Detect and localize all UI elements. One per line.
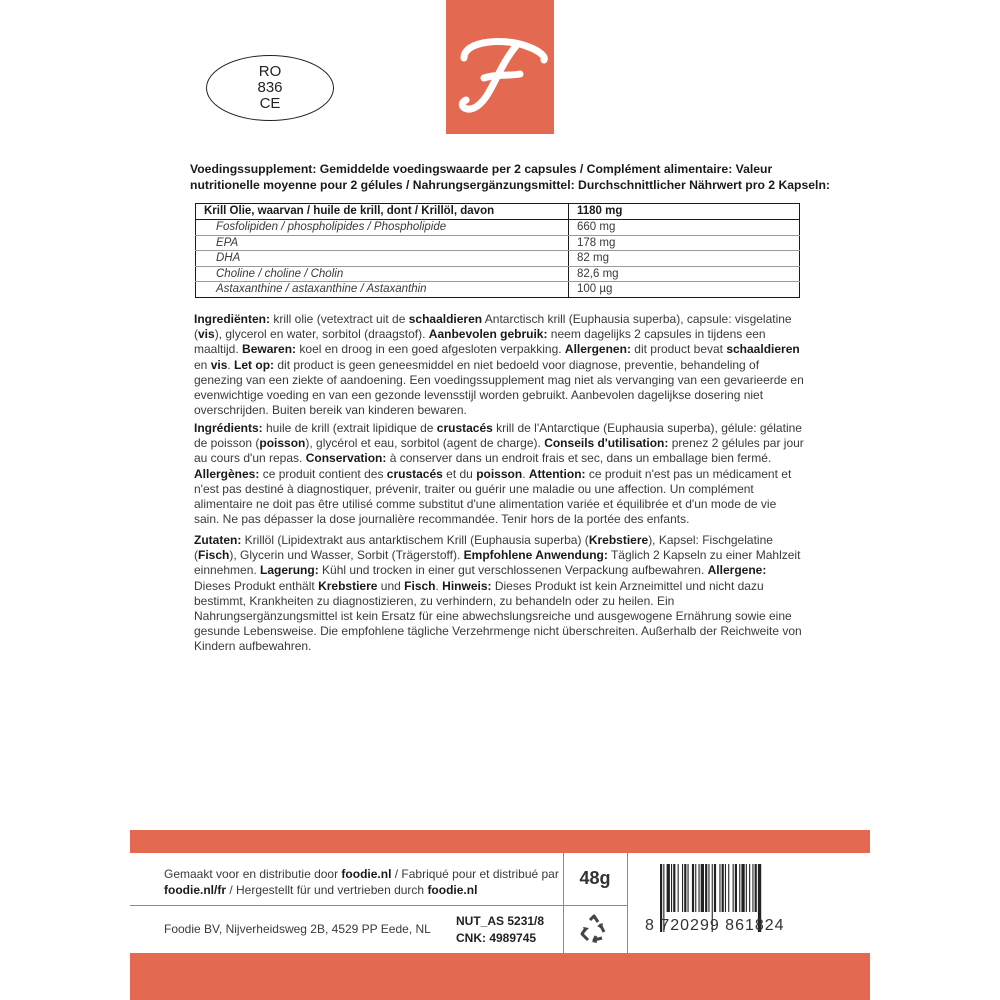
nutrient-name: Choline / choline / Cholin — [196, 266, 569, 282]
foodie-link[interactable]: foodie.nl — [427, 883, 478, 897]
cnk-code: CNK: 4989745 — [456, 931, 537, 945]
table-row — [196, 282, 800, 298]
foodie-link[interactable]: foodie.nl — [341, 867, 392, 881]
nut-code: NUT_AS 5231/8 — [456, 914, 545, 928]
nutrient-value: 660 mg — [569, 220, 800, 236]
company-address: Foodie BV, Nijverheidsweg 2B, 4529 PP Eede, NL — [164, 922, 431, 936]
nutrient-value: 100 µg — [577, 283, 613, 295]
foodie-fr-link[interactable]: foodie.nl/fr — [164, 883, 226, 897]
ce-marking — [206, 55, 334, 121]
german-ingredients-paragraph: Zutaten: Krillöl (Lipidextrakt aus antarktischem Krill (Euphausia superba) (Krebstiere), Kapsel: Fischgelatine (Fisch), Glycerin und Wasser, Sorbit (Trägerstoff). Empfohlene Anwendung: Täglich 2 Kapseln zu einer Mahlzeit einnehmen. Lagerung: Kühl und trocken in einer gut verschlossenen Verpackung aufbewahren. Allergene: Dieses Produkt enthält Krebstiere und Fisch. Hinweis: Dieses Produkt ist kein Arzneimittel und nicht dazu bestimmt, Krankheiten zu diagnostizieren, zu verhindern, zu behandeln oder zu heilen. Ein Nahrungsergänzungsmittel ist kein Ersatz für eine abwechslungsreiche und ausgewogene Ernährung sowie eine gesunde Lebensweise. Die empfohlene tägliche Verzehrmenge nicht überschreiten. Außerhalb der Reichweite von Kindern aufbewahren. — [194, 533, 802, 654]
nutrient-value: 178 mg — [569, 235, 800, 251]
nutrient-value: 82,6 mg — [569, 266, 800, 282]
brand-logo — [446, 0, 554, 134]
product-codes — [456, 913, 544, 947]
nutrition-headline: Voedingssupplement: Gemiddelde voedingswaarde per 2 capsules / Complément alimentaire: Valeur nutritionelle moyenne pour 2 gélules / Nahrungsergänzungsmittel: Durchschnittlicher Nährwert pro 2 Kapseln: — [190, 162, 830, 192]
nutrient-name: EPA — [196, 235, 569, 251]
nutrient-name: Krill Olie, waarvan / huile de krill, dont / Krillöl, davon — [196, 204, 569, 220]
ce-line: 836 — [257, 79, 283, 96]
foodie-f-logo-icon — [446, 0, 554, 134]
nutrient-name: Astaxanthine / astaxanthine / Astaxanthin — [196, 282, 569, 298]
table-row — [196, 204, 800, 220]
french-ingredients-paragraph: Ingrédients: huile de krill (extrait lipidique de crustacés krill de l'Antarctique (Euphausia superba), gélule: gélatine de poisson (poisson), glycérol et eau, sorbitol (agent de charge). Conseils d'utilisation: prenez 2 gélules par jour au cours d'un repas. Conservation: à conserver dans un endroit frais et sec, dans un emballage bien fermé. Allergènes: ce produit contient des crustacés et du poisson. Attention: ce produit n'est pas un médicament et n'est pas destiné à diagnostiquer, prévenir, traiter ou guérir une maladie ou une affection. Un complément alimentaire ne doit pas être utilisé comme substitut d'une alimentation variée et équilibrée et d'un mode de vie sain. Ne pas dépasser la dose journalière recommandée. Tenir hors de la portée des enfants. — [194, 421, 804, 527]
nutrient-name: Fosfolipiden / phospholipides / Phospholipide — [196, 220, 569, 236]
net-weight: 48g — [579, 868, 611, 888]
divider — [627, 853, 628, 953]
footer-bottom-band — [130, 953, 870, 1000]
recycle-icon — [578, 914, 610, 946]
distribution-text: Gemaakt voor en distributie door foodie.nl / Fabriqué pour et distribué par foodie.nl/fr / Hergestellt für und vertrieben durch foodie.nl — [164, 867, 559, 897]
divider — [130, 905, 627, 906]
table-row — [196, 251, 800, 267]
nutrient-value: 1180 mg — [569, 204, 800, 220]
nutrition-table — [195, 203, 800, 298]
ean-number: 8 720299 861824 — [645, 917, 785, 934]
table-row — [196, 220, 800, 236]
dutch-ingredients-paragraph: Ingrediënten: krill olie (vetextract uit de schaaldieren Antarctisch krill (Euphausia superba), capsule: visgelatine (vis), glycerol en water, sorbitol (draagstof). Aanbevolen gebruik: neem dagelijks 2 capsules in tijdens een maaltijd. Bewaren: koel en droog in een goed afgesloten verpakking. Allergenen: dit product bevat schaaldieren en vis. Let op: dit product is geen geneesmiddel en niet bedoeld voor diagnose, preventie, behandeling of genezing van een ziekte of aandoening. Een voedingssupplement mag niet als vervanging van een gevarieerde en evenwichtige voeding en van een gezonde levensstijl worden gebruikt. Aanbevolen dagelijkse dosering niet overschrijden. Buiten bereik van kinderen bewaren. — [194, 312, 804, 418]
ce-line: RO — [258, 63, 282, 80]
footer-top-band — [130, 830, 870, 853]
nutrient-value: 82 mg — [569, 251, 800, 267]
nutrient-name: DHA — [196, 251, 569, 267]
table-row — [196, 266, 800, 282]
ce-line: CE — [259, 95, 281, 112]
table-row — [196, 235, 800, 251]
